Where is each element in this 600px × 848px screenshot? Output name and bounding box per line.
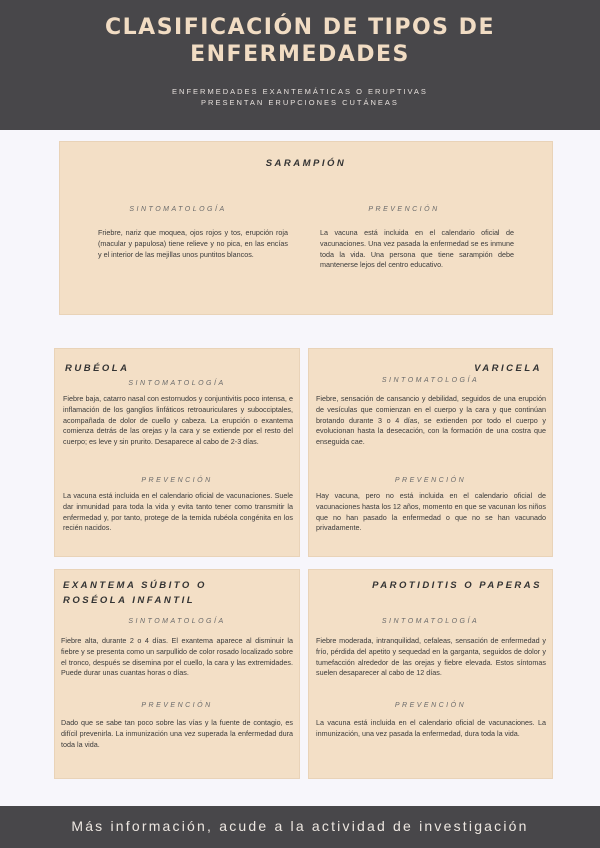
subtitle-line-2: PRESENTAN ERUPCIONES CUTÁNEAS — [201, 98, 399, 107]
prevention-label: PREVENCIÓN — [141, 477, 213, 484]
card-title — [63, 578, 207, 608]
footer-text: Más información, acude a la actividad de investigación — [71, 818, 529, 834]
symptoms-text: Fiebre baja, catarro nasal con estornudos y conjuntivitis poco intensa, e inflamación de los ganglios linfáticos retroauriculares y subocciptales, acompañada de dolor de cuello y cabeza. La erupción o exantema comienza detrás de las orejas y la cara y se extiende por el resto del cuerpo; es leve y sin prurito. Desaparece al cabo de 2-3 días. — [63, 394, 293, 447]
symptoms-label: SINTOMATOLOGÍA — [381, 618, 480, 625]
card-parotiditis — [309, 570, 552, 778]
prevention-label: PREVENCIÓN — [141, 702, 213, 709]
prevention-text: La vacuna está incluida en el calendario oficial de vacunaciones. Una vez pasada la enfermedad se es inmune toda la vida. Una persona que tiene sarampión debe mantenerse lejos del centro educativo. — [320, 228, 514, 270]
card-title: SARAMPIÓN — [265, 158, 347, 169]
symptoms-label: SINTOMATOLOGÍA — [128, 618, 226, 625]
title-line-1: CLASIFICACIÓN DE TIPOS DE — [105, 15, 495, 40]
prevention-label: PREVENCIÓN — [394, 477, 467, 484]
symptoms-label: SINTOMATOLOGÍA — [129, 206, 227, 213]
title-line-2: ENFERMEDADES — [190, 42, 410, 67]
prevention-text: La vacuna está incluida en el calendario oficial de vacunaciones. Suele dar inmunidad para toda la vida y evita tanto tener como transmitir la enfermedad y, por tanto, protege de la temida rubéola congénita en los recién nacidos. — [63, 491, 293, 533]
symptoms-text: Friebre, nariz que moquea, ojos rojos y tos, erupción roja (macular y papulosa) tiene relieve y no pica, en las encías y el interior de las mejillas unos puntitos blancos. — [98, 228, 288, 259]
symptoms-text: Fiebre alta, durante 2 o 4 días. El exantema aparece al disminuir la fiebre y se presenta como un sarpullido de color rosado localizado sobre el tronco, después se disemina por el cuello, la cara y las extremidades. Puede durar unas cuantas horas o días. — [61, 636, 293, 678]
card-title: PAROTIDITIS O PAPERAS — [372, 580, 542, 591]
footer-banner — [0, 806, 600, 848]
card-sarampion — [60, 142, 552, 314]
card-rubeola — [55, 349, 299, 556]
prevention-text: Hay vacuna, pero no está incluida en el calendario oficial de vacunaciones hasta los 12 años, momento en que se vacunan los niños que no han pasado la enfermedad o que no se han vacunado privadamente. — [316, 491, 546, 533]
subtitle-line-1: ENFERMEDADES EXANTEMÁTICAS O ERUPTIVAS — [172, 87, 428, 96]
card-title-line-1: EXANTEMA SÚBITO O — [63, 580, 207, 591]
header-banner — [0, 0, 600, 130]
prevention-text: La vacuna está incluida en el calendario oficial de vacunaciones. La inmunización, una vez pasada la enfermedad, dura toda la vida. — [316, 718, 546, 738]
prevention-label: PREVENCIÓN — [394, 702, 467, 709]
prevention-text: Dado que se sabe tan poco sobre las vías y la fuente de contagio, es difícil prevenirla. La inmunización una vez superada la enfermedad dura toda la vida. — [61, 718, 293, 749]
card-title-line-2: ROSÉOLA INFANTIL — [63, 595, 196, 606]
card-title: RUBÉOLA — [65, 363, 130, 374]
prevention-label: PREVENCIÓN — [368, 206, 440, 213]
card-varicela — [309, 349, 552, 556]
symptoms-label: SINTOMATOLOGÍA — [128, 380, 226, 387]
symptoms-label: SINTOMATOLOGÍA — [381, 377, 480, 384]
symptoms-text: Fiebre moderada, intranquilidad, cefaleas, sensación de enfermedad y frío, pérdida del apetito y sequedad en la garganta, seguidos de dolor y tumefacción alrededor de las orejas y fiebre elevada. Estos síntomas suelen desaparecer al cabo de 12 días. — [316, 636, 546, 678]
card-title: VARICELA — [474, 363, 542, 374]
subtitle — [0, 86, 600, 108]
card-exantema — [55, 570, 299, 778]
page-title — [0, 14, 600, 68]
symptoms-text: Fiebre, sensación de cansancio y debilidad, seguidos de una erupción de vesículas que comienzan en el cuerpo y la cara y que continúan brotando durante 3 o 4 días, se extienden por todo el cuerpo y evolucionan hasta la desecación, con la formación de una costra que enseguida cae. — [316, 394, 546, 447]
